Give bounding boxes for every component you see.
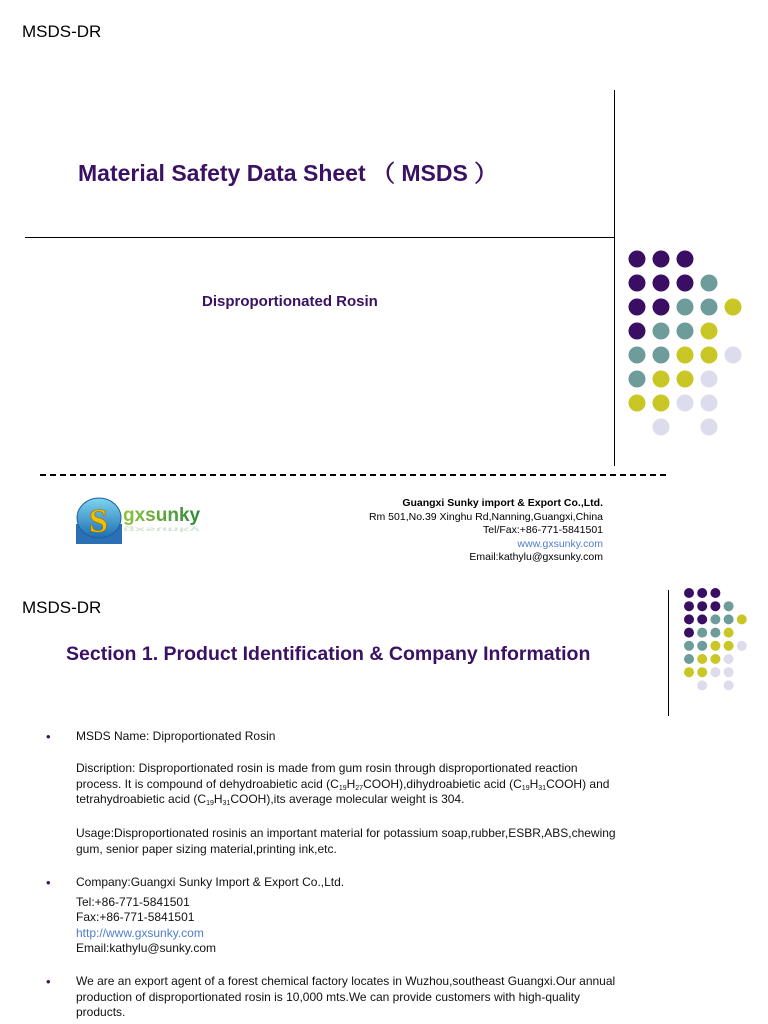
- decorative-dot: [677, 347, 694, 364]
- decorative-dot: [677, 323, 694, 340]
- decorative-dot: [710, 614, 720, 624]
- decorative-dot: [724, 601, 734, 611]
- dashed-separator: [40, 474, 666, 476]
- decorative-dot: [653, 299, 670, 316]
- agent-paragraph: [76, 974, 676, 1021]
- company-line: Company:Guangxi Sunky Import & Export Co.,Ltd.: [76, 875, 345, 889]
- decorative-dot: [737, 614, 747, 624]
- decorative-dot: [653, 371, 670, 388]
- decorative-dot: [697, 628, 707, 638]
- decorative-dot: [653, 395, 670, 412]
- decorative-dot: [684, 588, 694, 598]
- company-email: Email:kathylu@sunky.com: [76, 941, 217, 955]
- horizontal-divider: [25, 237, 615, 238]
- decorative-dot: [629, 323, 646, 340]
- decorative-dot: [737, 641, 747, 651]
- decorative-dot: [677, 395, 694, 412]
- bullet-marker: •: [46, 875, 51, 890]
- decorative-dot: [701, 299, 718, 316]
- decorative-dot: [724, 654, 734, 664]
- decorative-dot: [701, 371, 718, 388]
- decorative-dot: [725, 299, 742, 316]
- vertical-divider: [614, 90, 615, 466]
- decorative-dot: [701, 347, 718, 364]
- decorative-dot: [684, 654, 694, 664]
- decorative-dot: [697, 614, 707, 624]
- decorative-dot: [724, 614, 734, 624]
- decorative-dot: [677, 299, 694, 316]
- decorative-dot: [701, 395, 718, 412]
- logo-wordmark: gxsunky: [123, 505, 201, 526]
- company-logo: [75, 496, 215, 548]
- company-address: Rm 501,No.39 Xinghu Rd,Nanning,Guangxi,China: [368, 510, 603, 523]
- decorative-dot: [684, 667, 694, 677]
- decorative-dot: [629, 347, 646, 364]
- decorative-dot: [629, 251, 646, 268]
- agent-line: products.: [76, 1005, 126, 1019]
- decorative-dot: [697, 601, 707, 611]
- decorative-dot: [653, 323, 670, 340]
- decorative-dot: [701, 323, 718, 340]
- decorative-dot: [629, 371, 646, 388]
- decorative-dot: [653, 347, 670, 364]
- decorative-dot: [677, 371, 694, 388]
- agent-line: production of disproportionated rosin is 10,000 mts.We can provide customers with high-quality: [76, 989, 581, 1004]
- decorative-dot: [629, 395, 646, 412]
- company-website-link[interactable]: www.gxsunky.com: [517, 537, 603, 550]
- decorative-dot: [724, 680, 734, 690]
- decorative-dot: [725, 347, 742, 364]
- decorative-dot-grid: [680, 586, 760, 698]
- decorative-dot: [629, 299, 646, 316]
- decorative-dot-grid: [620, 245, 750, 440]
- section-title: Section 1. Product Identification & Company Information: [66, 643, 591, 665]
- svg-text:S: S: [89, 503, 108, 540]
- decorative-dot: [684, 614, 694, 624]
- decorative-dot: [629, 275, 646, 292]
- description-paragraph: [76, 761, 676, 808]
- decorative-dot: [710, 641, 720, 651]
- decorative-dot: [677, 251, 694, 268]
- decorative-dot: [710, 654, 720, 664]
- company-name: Guangxi Sunky import & Export Co.,Ltd.: [402, 497, 603, 509]
- decorative-dot: [653, 275, 670, 292]
- msds-name: MSDS Name: Diproportionated Rosin: [76, 729, 276, 743]
- decorative-dot: [684, 628, 694, 638]
- decorative-dot: [677, 275, 694, 292]
- decorative-dot: [724, 628, 734, 638]
- decorative-dot: [701, 419, 718, 436]
- company-telfax: Tel/Fax:+86-771-5841501: [483, 524, 603, 536]
- company-contact-block: [369, 497, 603, 565]
- decorative-dot: [710, 601, 720, 611]
- company-tel: Tel:+86-771-5841501: [76, 894, 190, 909]
- decorative-dot: [684, 641, 694, 651]
- decorative-dot: [724, 667, 734, 677]
- decorative-dot: [697, 588, 707, 598]
- decorative-dot: [697, 641, 707, 651]
- description-line: Discription: Disproportionated rosin is made from gum rosin through disproportionated reaction: [76, 761, 578, 775]
- bullet-marker: •: [46, 974, 51, 989]
- agent-line: We are an export agent of a forest chemical factory locates in Wuzhou,southeast Guangxi.Our annual: [76, 974, 616, 988]
- usage-line: Usage:Disproportionated rosinis an important material for potassium soap,rubber,ESBR,ABS,chewing: [76, 826, 616, 840]
- decorative-dot: [710, 628, 720, 638]
- usage-line: gum, senior paper sizing material,printing ink,etc.: [76, 841, 337, 856]
- page-title: Material Safety Data Sheet （ MSDS ）: [78, 160, 498, 186]
- decorative-dot: [697, 667, 707, 677]
- bullet-marker: •: [46, 729, 51, 744]
- description-line: process. It is compound of dehydroabietic acid $(C_{19}H_{27}COOH),dihydroabietic$ acid $(C_{19}H_{31}COOH)$ and: [76, 776, 610, 792]
- decorative-dot: [684, 601, 694, 611]
- company-paragraph: [76, 875, 676, 957]
- decorative-dot: [701, 275, 718, 292]
- company-email: Email:kathylu@gxsunky.com: [469, 551, 603, 563]
- decorative-dot: [710, 588, 720, 598]
- decorative-dot: [710, 667, 720, 677]
- product-subtitle: Disproportionated Rosin: [202, 293, 378, 310]
- usage-paragraph: [76, 826, 676, 857]
- slide-header: MSDS-DR: [22, 598, 102, 617]
- description-line: tetrahydroabietic acid $(C_{19}H_{31}COOH),its$ average molecular weight is 304.: [76, 792, 465, 807]
- vertical-divider: [668, 590, 669, 716]
- decorative-dot: [697, 654, 707, 664]
- slide-header: MSDS-DR: [22, 22, 102, 41]
- logo-wordmark-reflection: gxsunky: [123, 525, 201, 534]
- company-fax: Fax:+86-771-5841501: [76, 910, 195, 924]
- decorative-dot: [724, 641, 734, 651]
- decorative-dot: [653, 419, 670, 436]
- decorative-dot: [697, 680, 707, 690]
- decorative-dot: [653, 251, 670, 268]
- company-website-link[interactable]: http://www.gxsunky.com: [76, 925, 204, 940]
